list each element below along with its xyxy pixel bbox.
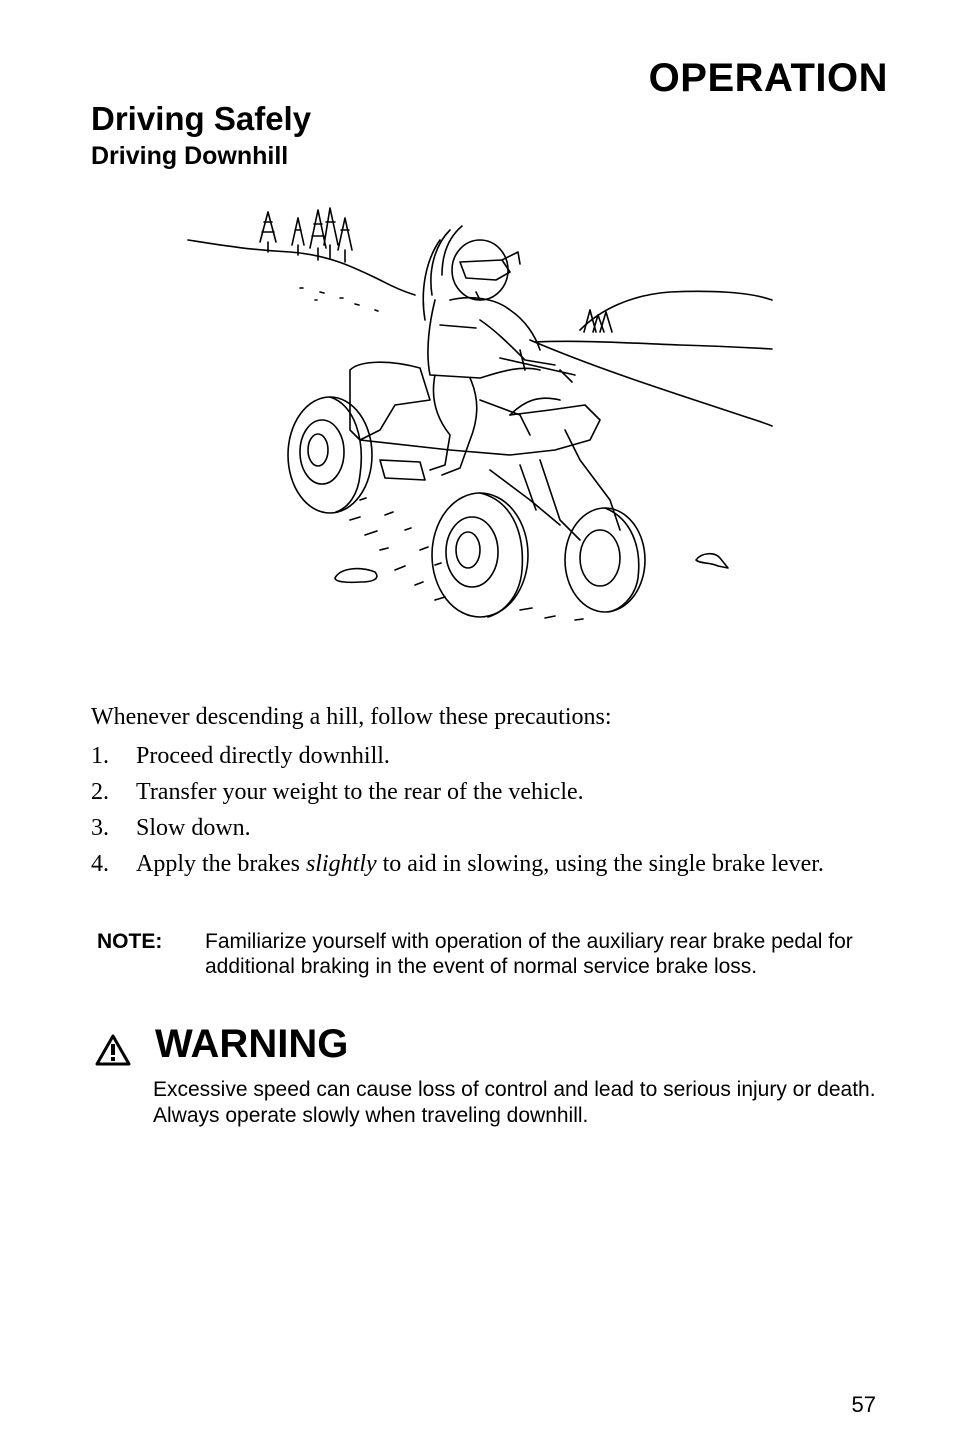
warning-triangle-icon <box>95 1034 131 1066</box>
list-item-number: 1. <box>91 743 109 769</box>
emphasis-text: slightly <box>305 851 377 877</box>
list-item-text <box>136 851 824 877</box>
precautions-list <box>91 742 891 886</box>
list-item-text: Slow down. <box>136 815 251 841</box>
list-item <box>91 850 891 878</box>
list-item <box>91 814 891 842</box>
list-item-number: 3. <box>91 815 109 841</box>
page-number: 57 <box>851 1392 876 1417</box>
list-item <box>91 778 891 806</box>
intro-text: Whenever descending a hill, follow these precautions: <box>91 704 612 730</box>
warning-title: WARNING <box>155 1022 349 1066</box>
list-item <box>91 742 891 770</box>
note-label: NOTE: <box>97 930 163 953</box>
list-item-text-end: to aid in slowing, using the single brake lever. <box>376 851 824 877</box>
list-item-text: Proceed directly downhill. <box>136 743 390 769</box>
list-item-number: 2. <box>91 779 109 805</box>
list-item-text: Transfer your weight to the rear of the vehicle. <box>136 779 584 805</box>
warning-text: Excessive speed can cause loss of control and lead to serious injury or death. Always operate slowly when traveling downhill. <box>153 1078 876 1127</box>
note-block <box>97 929 887 979</box>
page-subheading: Driving Downhill <box>91 142 289 170</box>
page-heading: Driving Safely <box>91 100 312 137</box>
atv-downhill-illustration <box>180 200 780 630</box>
list-item-number: 4. <box>91 851 109 877</box>
note-text: Familiarize yourself with operation of the auxiliary rear brake pedal for additional braking in the event of normal service brake loss. <box>205 930 853 978</box>
section-title: OPERATION <box>648 56 888 100</box>
list-item-text-start: Apply the brakes <box>136 851 306 877</box>
